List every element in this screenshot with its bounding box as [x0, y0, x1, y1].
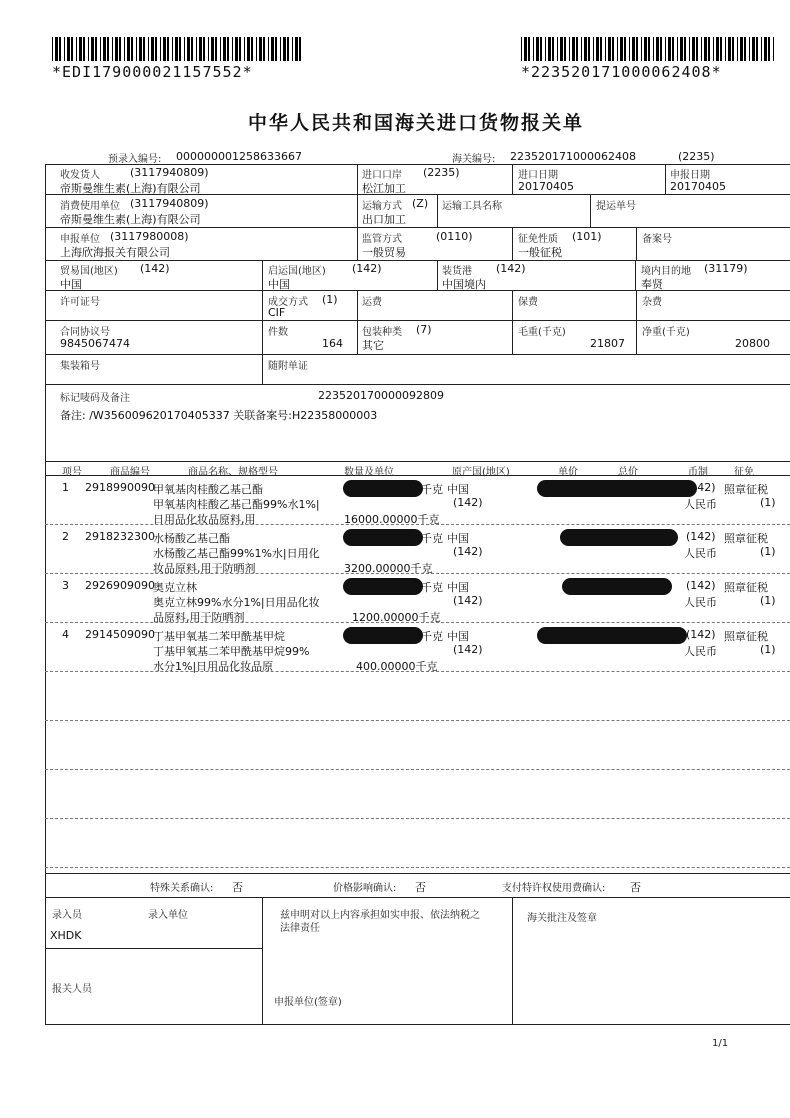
barcode-bar: [160, 37, 161, 61]
consumer-label: 消费使用单位: [60, 201, 120, 212]
barcode-bar: [716, 37, 719, 61]
barcode-bar: [100, 37, 101, 61]
barcode-bar: [540, 37, 542, 61]
goods-currency-code: (142): [686, 628, 716, 641]
trade-country-code: (142): [140, 262, 170, 275]
barcode-bar: [521, 37, 522, 61]
origin-country-code: (142): [352, 262, 382, 275]
goods-name: 水杨酸乙基己酯: [153, 532, 230, 545]
barcode-bar: [608, 37, 611, 61]
goods-spec: 甲氧基肉桂酸乙基己酯99%水1%|: [153, 498, 320, 511]
gross-label: 毛重(千克): [518, 327, 566, 338]
barcode-bar: [617, 37, 618, 61]
barcode-bar: [605, 37, 606, 61]
goods-qty: 16000.00000千克: [344, 513, 440, 526]
barcode-bar: [612, 37, 614, 61]
goods-header-no: 项号: [62, 467, 82, 478]
barcode-bar: [127, 37, 130, 61]
barcode-bar: [632, 37, 635, 61]
barcode-bar: [88, 37, 89, 61]
barcode-bar: [764, 37, 767, 61]
broker-label: 报关人员: [52, 984, 92, 995]
origin-country: 中国: [268, 278, 290, 291]
pre-entry-label: 预录入编号:: [108, 154, 162, 165]
goods-no: 1: [62, 481, 69, 494]
barcode-bar: [653, 37, 654, 61]
barcode-bar: [172, 37, 173, 61]
loading-port-label: 装货港: [442, 266, 472, 277]
trade-country-label: 贸易国(地区): [60, 266, 118, 277]
barcode-bar: [740, 37, 743, 61]
barcode-bar: [629, 37, 630, 61]
barcode-bar: [163, 37, 166, 61]
barcode-bar: [704, 37, 707, 61]
barcode-bar: [572, 37, 575, 61]
barcode-bar: [136, 37, 137, 61]
barcode-bar: [155, 37, 157, 61]
barcode-bar: [732, 37, 734, 61]
price-impact-label: 价格影响确认:: [333, 883, 397, 894]
goods-code: 2918990090: [85, 481, 155, 494]
redacted-price: [537, 480, 697, 497]
declare-unit-label: 申报单位(签章): [274, 997, 342, 1008]
contract-no: 9845067474: [60, 337, 130, 350]
barcode-bar: [287, 37, 289, 61]
goods-header-code: 商品编号: [110, 467, 150, 478]
goods-currency: 人民币: [684, 596, 717, 609]
left-barcode-text: *EDI179000021157552*: [52, 63, 253, 81]
barcode-bar: [119, 37, 121, 61]
barcode-bar: [569, 37, 570, 61]
consignee-code: (3117940809): [130, 166, 209, 179]
barcode-bar: [668, 37, 671, 61]
barcode-bar: [692, 37, 695, 61]
entry-unit-label: 录入单位: [148, 910, 188, 921]
barcode-bar: [203, 37, 205, 61]
barcode-bar: [773, 37, 774, 61]
barcode-bar: [292, 37, 293, 61]
barcode-bar: [768, 37, 770, 61]
barcode-bar: [581, 37, 582, 61]
misc-label: 杂费: [642, 297, 662, 308]
goods-header-unit-price: 单价: [558, 467, 578, 478]
package: 其它: [362, 339, 384, 352]
barcode-bar: [677, 37, 678, 61]
barcode-bar: [191, 37, 193, 61]
vehicle-label: 运输工具名称: [442, 201, 502, 212]
customs-number: 223520171000062408: [510, 150, 636, 163]
barcode-bar: [761, 37, 762, 61]
goods-spec: 水杨酸乙基己酯99%1%水|日用化: [153, 547, 320, 560]
supervision-label: 监管方式: [362, 234, 402, 245]
goods-qty: 400.00000千克: [356, 660, 438, 673]
barcode-bar: [103, 37, 106, 61]
barcode-bar: [620, 37, 623, 61]
goods-levy: 照章征税: [724, 581, 768, 594]
barcode-bar: [67, 37, 70, 61]
deal-mode: CIF: [268, 306, 286, 319]
royalty-label: 支付特许权使用费确认:: [502, 883, 606, 894]
barcode-bar: [576, 37, 578, 61]
barcode-bar: [636, 37, 638, 61]
goods-levy-code: (1): [760, 496, 776, 509]
goods-currency-code: (142): [686, 579, 716, 592]
remarks: 备注: /W356009620170405337 关联备案号:H22358000003: [60, 409, 378, 422]
barcode-bar: [112, 37, 113, 61]
barcode-bar: [215, 37, 217, 61]
barcode-bar: [593, 37, 594, 61]
barcode-bar: [107, 37, 109, 61]
barcode-bar: [749, 37, 750, 61]
right-barcode-text: *223520171000062408*: [521, 63, 722, 81]
loading-port-code: (142): [496, 262, 526, 275]
freight-label: 运费: [362, 297, 382, 308]
barcode-bar: [725, 37, 726, 61]
consumer-code: (3117940809): [130, 197, 209, 210]
barcode-bar: [552, 37, 554, 61]
goods-currency: 人民币: [684, 498, 717, 511]
goods-spec: 丁基甲氧基二苯甲酰基甲烷99%: [153, 645, 310, 658]
barcode-bar: [184, 37, 185, 61]
barcode-bar: [124, 37, 125, 61]
special-relation-value: 否: [232, 881, 243, 894]
goods-country-code: (142): [453, 545, 483, 558]
barcode-bar: [179, 37, 181, 61]
royalty-value: 否: [630, 881, 641, 894]
barcode-bar: [95, 37, 97, 61]
goods-no: 3: [62, 579, 69, 592]
declare-date: 20170405: [670, 180, 726, 193]
goods-name: 丁基甲氧基二苯甲酰基甲烷: [153, 630, 285, 643]
goods-name: 奥克立林: [153, 581, 197, 594]
destination-code: (31179): [704, 262, 748, 275]
goods-country: 中国: [447, 581, 469, 594]
barcode-bar: [756, 37, 758, 61]
barcode-bar: [115, 37, 118, 61]
barcode-bar: [684, 37, 686, 61]
barcode-bar: [131, 37, 133, 61]
barcode-bar: [696, 37, 698, 61]
special-relation-label: 特殊关系确认:: [150, 883, 214, 894]
declaration-statement: 兹申明对以上内容承担如实申报、依法纳税之: [280, 910, 480, 921]
goods-spec-2: 日用品化妆品原料,用: [153, 513, 256, 526]
barcode-bar: [268, 37, 269, 61]
barcode-bar: [596, 37, 599, 61]
goods-country-code: (142): [453, 496, 483, 509]
barcode-bar: [744, 37, 746, 61]
declarant-label: 申报单位: [60, 234, 100, 245]
barcode-bar: [71, 37, 73, 61]
goods-levy: 照章征税: [724, 483, 768, 496]
barcode-bar: [143, 37, 145, 61]
import-date-label: 进口日期: [518, 170, 558, 181]
barcode-bar: [91, 37, 94, 61]
destination-label: 境内目的地: [641, 266, 691, 277]
barcode-bar: [545, 37, 546, 61]
barcode-bar: [689, 37, 690, 61]
goods-qty: 3200.00000千克: [344, 562, 433, 575]
net-label: 净重(千克): [642, 327, 690, 338]
barcode-bar: [672, 37, 674, 61]
barcode-bar: [528, 37, 530, 61]
goods-header-currency: 币制: [688, 467, 708, 478]
levy-label: 征免性质: [518, 234, 558, 245]
goods-levy-code: (1): [760, 594, 776, 607]
barcode-bar: [533, 37, 534, 61]
page-title: 中华人民共和国海关进口货物报关单: [248, 112, 585, 134]
goods-currency-code: (142): [686, 481, 716, 494]
import-port-label: 进口口岸: [362, 170, 402, 181]
price-impact-value: 否: [415, 881, 426, 894]
attached-label: 随附单证: [268, 361, 308, 372]
goods-header-levy: 征免: [734, 467, 754, 478]
page-number: 1/1: [712, 1038, 729, 1049]
entry-person: XHDK: [50, 929, 82, 942]
goods-country: 中国: [447, 483, 469, 496]
goods-no: 4: [62, 628, 69, 641]
barcode-bar: [713, 37, 714, 61]
consumer-name: 帝斯曼维生素(上海)有限公司: [60, 213, 201, 226]
barcode-bar: [737, 37, 738, 61]
barcode-bar: [624, 37, 626, 61]
goods-spec-2: 水分1%|日用品化妆品原: [153, 660, 274, 673]
goods-levy: 照章征税: [724, 532, 768, 545]
barcode-bar: [660, 37, 662, 61]
barcode-bar: [148, 37, 149, 61]
consignee-name: 帝斯曼维生素(上海)有限公司: [60, 182, 201, 195]
marks-label: 标记唛码及备注: [60, 393, 130, 404]
marks-number: 223520170000092809: [318, 389, 444, 402]
barcode-bar: [295, 37, 298, 61]
goods-unit: 千克: [421, 630, 443, 643]
customs-note-label: 海关批注及签章: [527, 913, 597, 924]
transport-mode: 出口加工: [362, 213, 406, 226]
barcode-bar: [536, 37, 539, 61]
license-label: 许可证号: [60, 297, 100, 308]
pieces-label: 件数: [268, 327, 288, 338]
goods-currency: 人民币: [684, 547, 717, 560]
supervision-code: (0110): [436, 230, 473, 243]
barcode-bar: [208, 37, 209, 61]
barcode-bar: [175, 37, 178, 61]
barcode-bar: [52, 37, 53, 61]
levy-code: (101): [572, 230, 602, 243]
goods-country-code: (142): [453, 594, 483, 607]
pieces: 164: [322, 337, 343, 350]
barcode-bar: [648, 37, 650, 61]
goods-country-code: (142): [453, 643, 483, 656]
goods-currency-code: (142): [686, 530, 716, 543]
customs-code: (2235): [678, 150, 715, 163]
goods-levy-code: (1): [760, 545, 776, 558]
barcode-bar: [199, 37, 202, 61]
barcode-bar: [59, 37, 61, 61]
barcode-bar: [196, 37, 197, 61]
barcode-bar: [600, 37, 602, 61]
barcode-bar: [299, 37, 301, 61]
deal-mode-code: (1): [322, 293, 338, 306]
supervision: 一般贸易: [362, 246, 406, 259]
goods-name: 甲氧基肉桂酸乙基己酯: [153, 483, 263, 496]
goods-spec-2: 妆品原料,用于防晒剂: [153, 562, 256, 575]
barcode-bar: [259, 37, 262, 61]
barcode-bar: [83, 37, 85, 61]
trade-country: 中国: [60, 278, 82, 291]
barcode-bar: [263, 37, 265, 61]
barcode-bar: [708, 37, 710, 61]
redacted-price: [560, 529, 678, 546]
destination: 奉贤: [641, 278, 663, 291]
barcode-bar: [256, 37, 257, 61]
barcode-bar: [644, 37, 647, 61]
barcode-bar: [247, 37, 250, 61]
barcode-bar: [244, 37, 245, 61]
consignee-label: 收发货人: [60, 170, 100, 181]
import-port: 松江加工: [362, 182, 406, 195]
bill-label: 提运单号: [596, 201, 636, 212]
goods-header-country: 原产国(地区): [452, 467, 510, 478]
barcode-bar: [280, 37, 281, 61]
goods-country: 中国: [447, 630, 469, 643]
barcode-bar: [55, 37, 58, 61]
barcode-bar: [167, 37, 169, 61]
barcode-bar: [76, 37, 77, 61]
barcode-bar: [728, 37, 731, 61]
gross: 21807: [590, 337, 625, 350]
barcode-bar: [560, 37, 563, 61]
goods-code: 2918232300: [85, 530, 155, 543]
barcode-bar: [548, 37, 551, 61]
goods-unit: 千克: [421, 483, 443, 496]
barcode-bar: [64, 37, 65, 61]
barcode-bar: [79, 37, 82, 61]
barcode-bar: [187, 37, 190, 61]
loading-port: 中国境内: [442, 278, 486, 291]
goods-spec: 奥克立林99%水分1%|日用品化妆: [153, 596, 320, 609]
barcode-bar: [220, 37, 221, 61]
barcode-bar: [239, 37, 241, 61]
declaration-statement-2: 法律责任: [280, 923, 320, 934]
redacted-price: [537, 627, 687, 644]
goods-header-total: 总价: [618, 467, 638, 478]
barcode-bar: [251, 37, 253, 61]
goods-header-name: 商品名称、规格型号: [188, 467, 278, 478]
origin-country-label: 启运国(地区): [268, 266, 326, 277]
goods-spec-2: 品原料,用于防晒剂: [153, 611, 245, 624]
import-port-code: (2235): [423, 166, 460, 179]
customs-no-label: 海关编号:: [452, 154, 496, 165]
goods-qty: 1200.00000千克: [352, 611, 441, 624]
goods-header-qty: 数量及单位: [344, 467, 394, 478]
barcode-bar: [752, 37, 755, 61]
declarant-code: (3117980008): [110, 230, 189, 243]
transport-mode-code: (Z): [412, 197, 429, 210]
barcode-bar: [524, 37, 527, 61]
barcode-bar: [211, 37, 214, 61]
deal-mode-label: 成交方式: [268, 297, 308, 308]
pre-entry-number: 000000001258633667: [176, 150, 302, 163]
contract-label: 合同协议号: [60, 327, 110, 338]
goods-no: 2: [62, 530, 69, 543]
redacted-price: [562, 578, 672, 595]
goods-levy: 照章征税: [724, 630, 768, 643]
barcode-bar: [151, 37, 154, 61]
goods-levy-code: (1): [760, 643, 776, 656]
barcode-bar: [656, 37, 659, 61]
redacted-quantity: [343, 627, 423, 644]
goods-unit: 千克: [421, 532, 443, 545]
barcode-bar: [283, 37, 286, 61]
package-code: (7): [416, 323, 432, 336]
barcode-bar: [275, 37, 277, 61]
barcode-bar: [232, 37, 233, 61]
barcode-bar: [235, 37, 238, 61]
goods-code: 2926909090: [85, 579, 155, 592]
record-label: 备案号: [642, 234, 672, 245]
net: 20800: [735, 337, 770, 350]
redacted-quantity: [343, 480, 423, 497]
redacted-quantity: [343, 578, 423, 595]
barcode-bar: [271, 37, 274, 61]
barcode-bar: [588, 37, 590, 61]
barcode-bar: [557, 37, 558, 61]
barcode-bar: [227, 37, 229, 61]
barcode-bar: [665, 37, 666, 61]
barcode-bar: [584, 37, 587, 61]
goods-currency: 人民币: [684, 645, 717, 658]
redacted-quantity: [343, 529, 423, 546]
barcode-bar: [680, 37, 683, 61]
declarant-name: 上海欣海报关有限公司: [60, 246, 170, 259]
barcode-bar: [720, 37, 722, 61]
package-label: 包装种类: [362, 327, 402, 338]
barcode-bar: [223, 37, 226, 61]
barcode-bar: [139, 37, 142, 61]
goods-unit: 千克: [421, 581, 443, 594]
insurance-label: 保费: [518, 297, 538, 308]
transport-mode-label: 运输方式: [362, 201, 402, 212]
barcode-bar: [701, 37, 702, 61]
container-label: 集装箱号: [60, 361, 100, 372]
entry-person-label: 录入员: [52, 910, 82, 921]
import-date: 20170405: [518, 180, 574, 193]
barcode-bar: [641, 37, 642, 61]
levy: 一般征税: [518, 246, 562, 259]
declare-date-label: 申报日期: [670, 170, 710, 181]
goods-country: 中国: [447, 532, 469, 545]
barcode-bar: [564, 37, 566, 61]
goods-code: 2914509090: [85, 628, 155, 641]
